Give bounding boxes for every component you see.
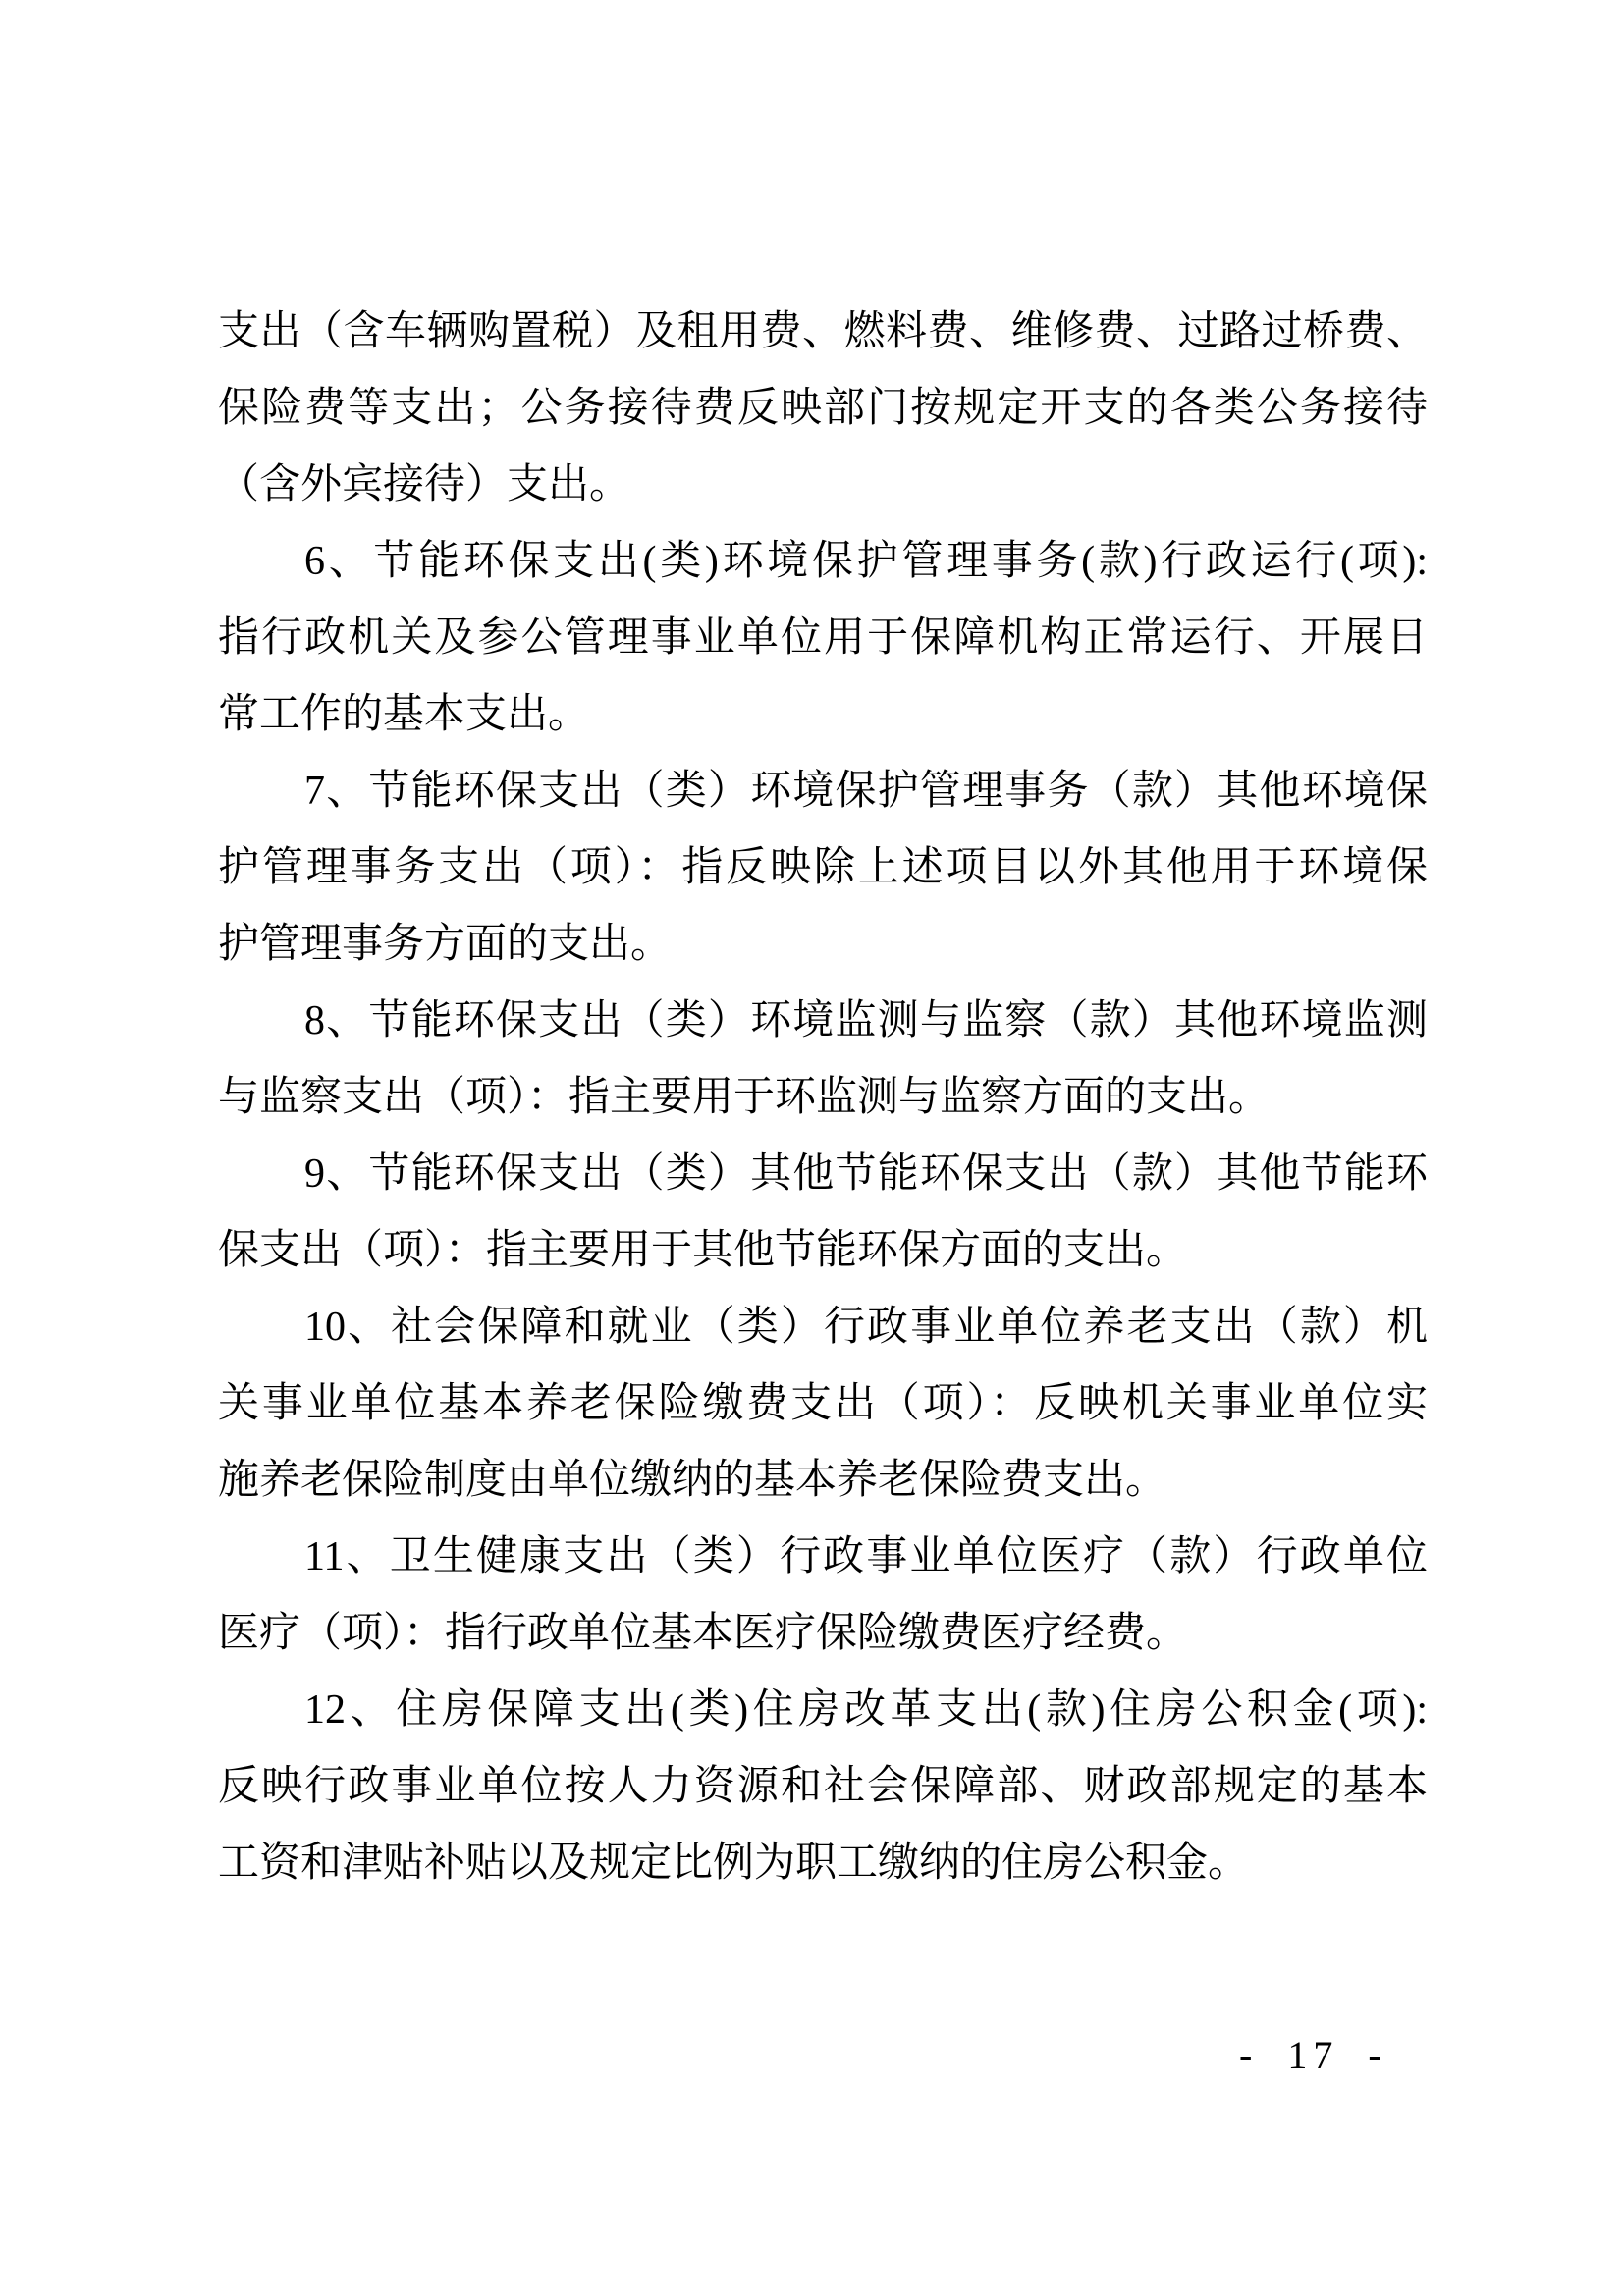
text-line: （含外宾接待）支出。 [218,462,631,507]
text-line: 9、节能环保支出（类）其他节能环保支出（款）其他节能环 [304,1151,1428,1197]
text-line: 保险费等支出；公务接待费反映部门按规定开支的各类公务接待 [218,386,1428,431]
text-line: 6、节能环保支出(类)环境保护管理事务(款)行政运行(项): [304,539,1428,584]
text-line: 11、卫生健康支出（类）行政事业单位医疗（款）行政单位 [304,1534,1428,1579]
text-line: 常工作的基本支出。 [218,692,590,737]
document-body [218,294,1428,1901]
text-line: 工资和津贴补贴以及规定比例为职工缴纳的住房公积金。 [218,1841,1250,1886]
paragraph [218,523,1428,753]
paragraph [218,1672,1428,1901]
text-line: 支出（含车辆购置税）及租用费、燃料费、维修费、过路过桥费、 [218,309,1428,354]
paragraph [218,294,1428,523]
text-line: 与监察支出（项）：指主要用于环监测与监察方面的支出。 [218,1075,1271,1120]
paragraph [218,1519,1428,1672]
text-line: 指行政机关及参公管理事业单位用于保障机构正常运行、开展日 [218,615,1428,661]
text-line: 护管理事务方面的支出。 [218,922,673,967]
text-line: 10、社会保障和就业（类）行政事业单位养老支出（款）机 [304,1305,1428,1350]
text-line: 施养老保险制度由单位缴纳的基本养老保险费支出。 [218,1458,1167,1503]
paragraph [218,1136,1428,1289]
paragraph [218,1289,1428,1519]
text-line: 8、节能环保支出（类）环境监测与监察（款）其他环境监测 [304,998,1428,1043]
text-line: 保支出（项）：指主要用于其他节能环保方面的支出。 [218,1228,1188,1273]
text-line: 12、住房保障支出(类)住房改革支出(款)住房公积金(项): [304,1687,1428,1733]
text-line: 关事业单位基本养老保险缴费支出（项）：反映机关事业单位实 [218,1381,1428,1426]
text-line: 护管理事务支出（项）：指反映除上述项目以外其他用于环境保 [218,845,1428,890]
page-number: - 17 - [1239,2033,1387,2077]
text-line: 医疗（项）：指行政单位基本医疗保险缴费医疗经费。 [218,1611,1188,1656]
paragraph [218,753,1428,983]
text-line: 反映行政事业单位按人力资源和社会保障部、财政部规定的基本 [218,1764,1428,1809]
paragraph [218,983,1428,1136]
text-line: 7、节能环保支出（类）环境保护管理事务（款）其他环境保 [304,769,1428,814]
